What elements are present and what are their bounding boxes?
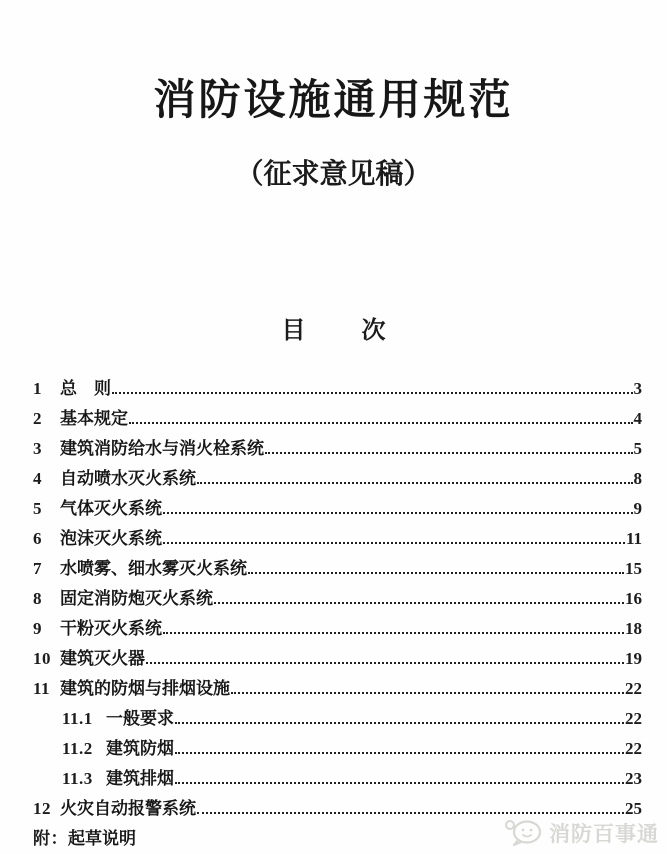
toc-entry-title: 建筑排烟: [106, 768, 174, 788]
toc-entry-page: 19: [625, 648, 642, 668]
toc-entry-number: 11: [33, 678, 51, 698]
toc-entry-number: 11.2: [62, 738, 93, 758]
toc-entry-page: 22: [625, 738, 642, 758]
toc-leader-dots: [146, 662, 624, 664]
toc-entry-page: 16: [625, 588, 642, 608]
toc-leader-dots: [175, 782, 624, 784]
toc-entry-number: 3: [33, 438, 42, 458]
toc-entry-title: 水喷雾、细水雾灭火系统: [60, 558, 247, 578]
toc-entry-number: 7: [33, 558, 42, 578]
toc-entry: [33, 584, 642, 614]
toc-entry-title: 基本规定: [60, 408, 128, 428]
toc-entry-page: 4: [633, 408, 642, 428]
toc-entry: [33, 674, 642, 704]
toc-leader-dots: [214, 602, 624, 604]
toc-entry-number: 8: [33, 588, 42, 608]
toc-leader-dots: [112, 392, 633, 394]
toc-leader-dots: [231, 692, 624, 694]
toc-entry: [33, 614, 642, 644]
toc-entry: [33, 734, 642, 764]
toc-heading-char-1: 目: [281, 318, 306, 345]
toc-leader-dots: [163, 512, 633, 514]
toc-entry-title: 一般要求: [106, 708, 174, 728]
toc-entry-number: 9: [33, 618, 42, 638]
toc-leader-dots: [129, 422, 633, 424]
toc-heading-char-2: 次: [361, 318, 386, 345]
toc-leader-dots: [175, 752, 624, 754]
toc-entry-page: 18: [625, 618, 642, 638]
watermark: [504, 818, 659, 848]
toc-entry-title: 总 则: [60, 378, 111, 398]
toc-entry-page: 22: [625, 708, 642, 728]
toc-leader-dots: [163, 632, 624, 634]
toc-entry-number: 6: [33, 528, 42, 548]
toc-entry-title: 建筑灭火器: [60, 648, 145, 668]
toc-entry-title: 气体灭火系统: [60, 498, 162, 518]
toc-entry-number: 11.1: [62, 708, 93, 728]
toc-entry-number: 1: [33, 378, 42, 398]
toc-entry-title: 泡沫灭火系统: [60, 528, 162, 548]
toc-entry-title: 起草说明: [68, 828, 136, 848]
toc-entry-page: 11: [625, 528, 642, 548]
toc-entry-number: 11.3: [62, 768, 93, 788]
toc-heading: [0, 319, 667, 344]
toc-entry: [33, 554, 642, 584]
toc-entry: [33, 374, 642, 404]
toc-entry-number: 5: [33, 498, 42, 518]
toc-leader-dots: [248, 572, 624, 574]
toc-entry: [33, 764, 642, 794]
toc-entry-title: 建筑消防给水与消火栓系统: [60, 438, 264, 458]
toc-entry-title: 火灾自动报警系统: [60, 798, 196, 818]
toc-entry-title: 建筑的防烟与排烟设施: [60, 678, 230, 698]
toc-entry-number: 4: [33, 468, 42, 488]
toc-entry-page: 23: [625, 768, 642, 788]
toc-leader-dots: [175, 722, 624, 724]
toc-entry: [33, 404, 642, 434]
toc-leader-dots: [197, 812, 624, 814]
toc-entry-title: 自动喷水灭火系统: [60, 468, 196, 488]
watermark-label: 消防百事通: [549, 823, 659, 846]
toc-entry-page: 15: [625, 558, 642, 578]
toc-entry-number: 12: [33, 798, 51, 818]
toc-entry-number: 2: [33, 408, 42, 428]
toc-entry: [33, 524, 642, 554]
document-subtitle: （征求意见稿）: [235, 159, 432, 191]
toc-entry-page: 22: [625, 678, 642, 698]
toc-leader-dots: [197, 482, 633, 484]
toc-entry-page: 3: [633, 378, 642, 398]
toc-entry-page: 25: [625, 798, 642, 818]
toc-entry-title: 干粉灭火系统: [60, 618, 162, 638]
toc-leader-dots: [265, 452, 633, 454]
toc-entry: [33, 644, 642, 674]
toc-entry: [33, 494, 642, 524]
toc-leader-dots: [163, 542, 625, 544]
toc-entry-page: 9: [633, 498, 642, 518]
toc-entry: [33, 434, 642, 464]
toc-entry: [33, 704, 642, 734]
toc-entry-number: 附：: [33, 828, 68, 848]
toc-entry-title: 建筑防烟: [106, 738, 174, 758]
chat-bubble-icon: [504, 819, 544, 847]
document-title: 消防设施通用规范: [153, 76, 514, 123]
toc-entry-page: 8: [633, 468, 642, 488]
toc-entry-page: 5: [633, 438, 642, 458]
toc-entry-title: 固定消防炮灭火系统: [60, 588, 213, 608]
toc-list: [0, 374, 667, 854]
toc-entry-number: 10: [33, 648, 51, 668]
toc-entry: [33, 464, 642, 494]
